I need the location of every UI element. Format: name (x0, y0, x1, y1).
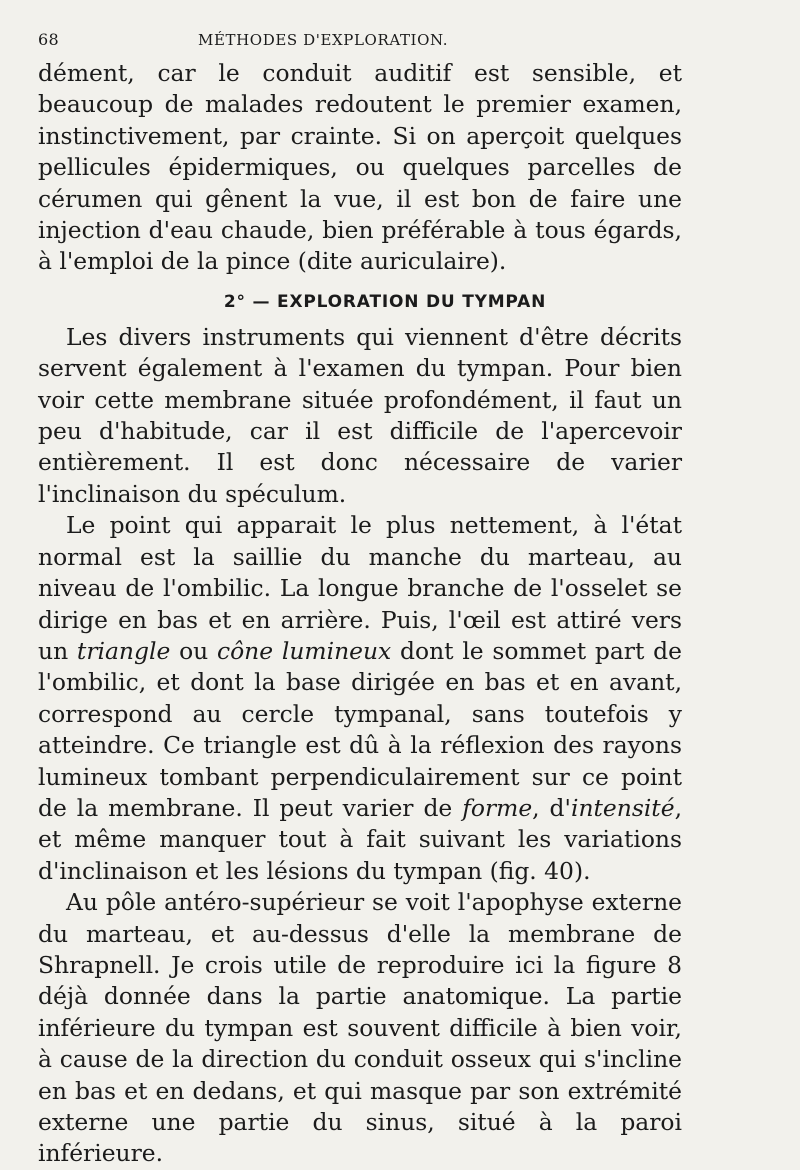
running-header (38, 30, 682, 58)
italic-term-cone: cône lumineux (217, 636, 392, 665)
text-run: , et même manquer tout à fait suivant les variations d'inclinaison et les lésions du tympan (fig. 40). (38, 793, 682, 885)
text-run: ou (170, 636, 217, 665)
body-text (38, 58, 682, 1170)
italic-term-forme: forme (462, 793, 533, 822)
running-title: MÉTHODES D'EXPLORATION. (198, 31, 449, 49)
italic-term-intensite: intensité (570, 793, 675, 822)
page-number: 68 (38, 30, 59, 49)
text-run: Le point qui apparait le plus nettement, à l'état normal est la saillie du manche du marteau, au niveau de l'ombilic. La longue branche de l'osselet se dirige en bas et en arrière. Puis, l'œil est attiré vers un (38, 511, 682, 665)
section-heading: 2° — EXPLORATION DU TYMPAN (223, 291, 547, 312)
text-run: dont le sommet part de l'ombilic, et dont la base dirigée en bas et en avant, correspond au cercle tympanal, sans toutefois y atteindre. Ce triangle est dû à la réflexion des rayons lumineux tombant perpendiculairement sur ce point de la membrane. Il peut varier de (38, 636, 682, 822)
intro-paragraph: dément, car le conduit auditif est sensible, et beaucoup de malades redoutent le premier examen, instinctivement, par crainte. Si on aperçoit quelques pellicules épidermiques, ou quelques parcelles de cérumen qui gênent la vue, il est bon de faire une injection d'eau chaude, bien préférable à tous égards, à l'emploi de la pince (dite auriculaire). (38, 59, 682, 276)
text-run: , d' (532, 793, 571, 822)
paragraph-shrapnell: Au pôle antéro-supérieur se voit l'apophyse externe du marteau, et au-dessus d'elle la membrane de Shrapnell. Je crois utile de reproduire ici la figure 8 déjà donnée dans la partie anatomique. La partie inférieure du tympan est souvent difficile à bien voir, à cause de la direction du conduit osseux qui s'incline en bas et en dedans, et qui masque par son extrémité externe une partie du sinus, situé à la paroi inférieure. (38, 888, 682, 1168)
italic-term-triangle: triangle (76, 636, 171, 665)
paragraph-instruments: Les divers instruments qui viennent d'être décrits servent également à l'examen du tympan. Pour bien voir cette membrane située profondément, il faut un peu d'habitude, car il est difficile de l'apercevoir entièrement. Il est donc nécessaire de varier l'inclinaison du spéculum. (38, 322, 682, 508)
paragraph-light-cone (38, 510, 682, 887)
